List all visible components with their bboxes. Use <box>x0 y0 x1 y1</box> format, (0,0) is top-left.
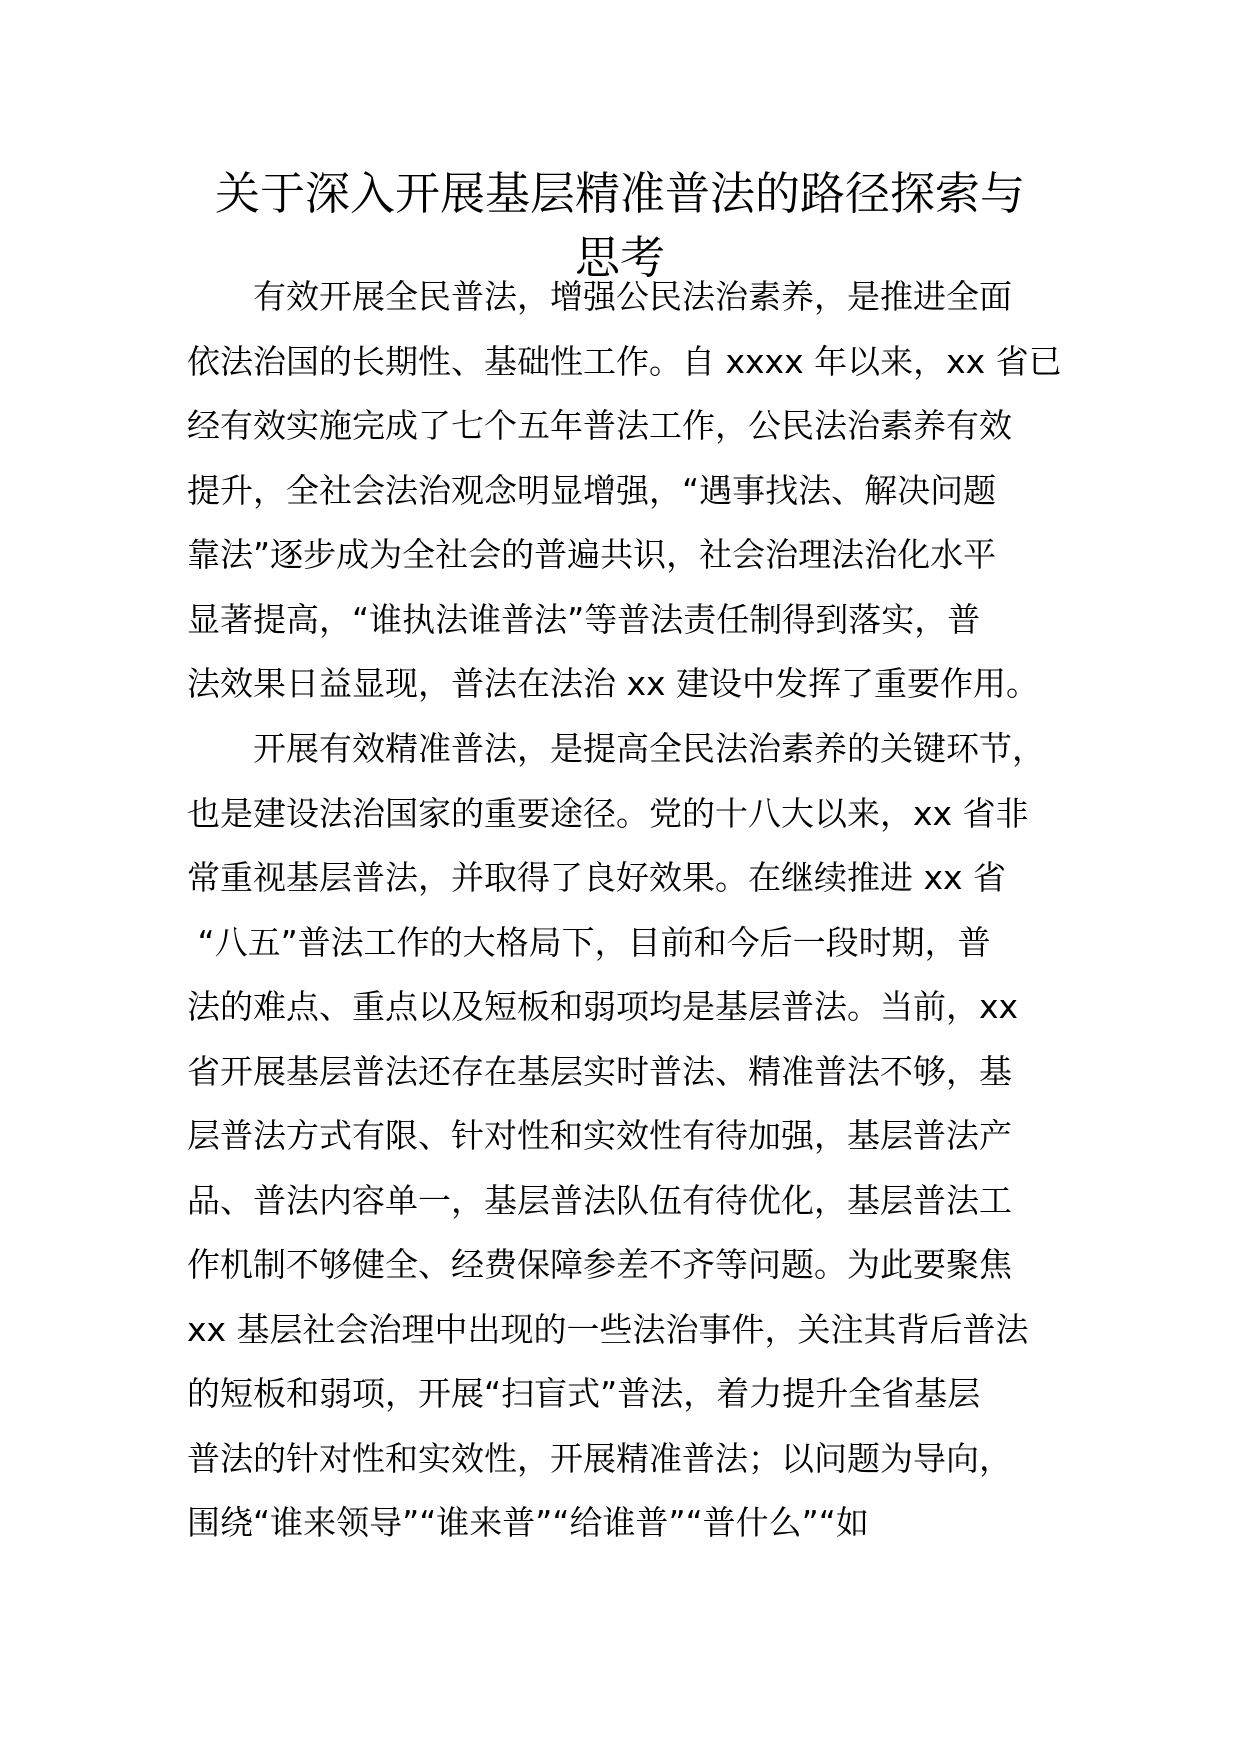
paragraph-1 <box>187 265 1062 717</box>
paragraph-line: 显著提高，“谁执法谁普法”等普法责任制得到落实，普 <box>187 599 981 639</box>
paragraph-line: 开展有效精准普法，是提高全民法治素养的关键环节， <box>253 729 1045 768</box>
paragraph-line: “八五”普法工作的大格局下，目前和今后一段时期，普 <box>187 922 991 962</box>
title-line: 关于深入开展基层精准普法的路径探索与 <box>214 167 1025 220</box>
paragraph-line: 围绕“谁来领导”“谁来普”“给谁普”“普什么”“如 <box>187 1503 869 1542</box>
paragraph-line: 的短板和弱项，开展“扫盲式”普法，着力提升全省基层 <box>187 1374 981 1413</box>
paragraph-line: 也是建设法治国家的重要途径。党的十八大以来，xx 省非 <box>187 793 1029 833</box>
paragraph-line: 依法治国的长期性、基础性工作。自 xxxx 年以来，xx 省已 <box>187 341 1062 381</box>
paragraph-line: 法的难点、重点以及短板和弱项均是基层普法。当前，xx <box>187 987 1019 1026</box>
title-line: 思考 <box>574 231 665 284</box>
paragraph-line: 品、普法内容单一，基层普法队伍有待优化，基层普法工 <box>187 1180 1012 1220</box>
paragraph-line: 法效果日益显现，普法在法治 xx 建设中发挥了重要作用。 <box>187 664 1040 703</box>
paragraph-line: 层普法方式有限、针对性和实效性有待加强，基层普法产 <box>187 1116 1012 1155</box>
paragraph-line: 提升，全社会法治观念明显增强，“遇事找法、解决问题 <box>187 470 997 510</box>
paragraph-line: xx 基层社会治理中出现的一些法治事件，关注其背后普法 <box>187 1309 1029 1349</box>
paragraph-line: 经有效实施完成了七个五年普法工作，公民法治素养有效 <box>187 406 1012 445</box>
paragraph-line: 有效开展全民普法，增强公民法治素养，是推进全面 <box>253 277 1012 316</box>
paragraph-line: 普法的针对性和实效性，开展精准普法；以问题为导向， <box>187 1438 1012 1478</box>
paragraph-line: 常重视基层普法，并取得了良好效果。在继续推进 xx 省 <box>187 858 1007 897</box>
paragraph-line: 作机制不够健全、经费保障参差不齐等问题。为此要聚焦 <box>187 1245 1012 1284</box>
paragraph-line: 省开展基层普法还存在基层实时普法、精准普法不够，基 <box>187 1051 1012 1091</box>
paragraph-2 <box>187 717 1057 1556</box>
paragraph-line: 靠法”逐步成为全社会的普遍共识，社会治理法治化水平 <box>187 535 997 574</box>
